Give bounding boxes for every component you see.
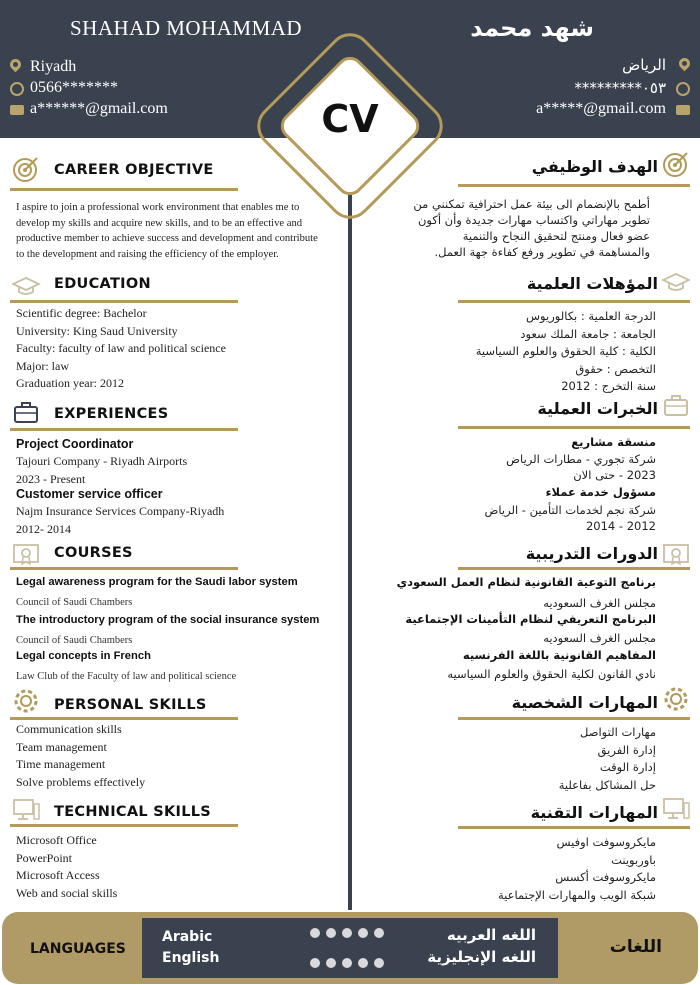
education-line: التخصص : حقوق (575, 361, 656, 376)
section-rule (10, 300, 238, 303)
skill-item: حل المشاكل بفاعلية (558, 777, 656, 792)
section-rule (10, 824, 238, 827)
center-divider (348, 175, 352, 910)
education-line: Scientific degree: Bachelor (16, 306, 147, 320)
level-dot (310, 958, 320, 968)
personal-skills-list-ar (356, 724, 656, 794)
section-title-personal-skills: PERSONAL SKILLS (54, 697, 207, 713)
job-dates: 2023 - حتى الان (573, 468, 656, 482)
course-title: Legal concepts in French (16, 650, 151, 662)
skill-item: Web and social skills (16, 885, 118, 900)
section-rule (10, 188, 238, 191)
education-line: الكلية : كلية الحقوق والعلوم السياسية (475, 344, 656, 358)
gear-icon (12, 687, 40, 715)
section-title-experiences: EXPERIENCES (54, 406, 169, 422)
cv-label: CV (321, 97, 379, 141)
education-line: الدرجة العلمية : بكالوريوس (526, 309, 656, 323)
skill-item: مايكروسوفت أكسس (555, 870, 656, 884)
objective-line: to the development and raising the efficiency of the employer. (16, 248, 279, 260)
skill-item: Communication skills (16, 722, 122, 736)
briefcase-icon (662, 391, 690, 419)
course-title: The introductory program of the social insurance system (16, 614, 320, 626)
section-title-personal-skills-ar: المهارات الشخصية (511, 693, 658, 712)
course-org: Council of Saudi Chambers (16, 635, 133, 646)
education-line: Faculty: faculty of law and political science (16, 341, 226, 355)
skill-item: Team management (16, 739, 107, 754)
target-icon (12, 155, 40, 183)
graduation-cap-icon (12, 272, 40, 300)
objective-text (16, 200, 342, 262)
objective-line: عضو فعال ومنتج لتحقيق النجاح والتنمية (462, 229, 650, 243)
email-icon (676, 105, 690, 115)
objective-line: تطوير مهاراتي واكتساب مهارات جديدة وأن أكون (417, 213, 650, 227)
briefcase-icon (12, 398, 40, 426)
course-org: مجلس الغرف السعوديه (543, 596, 656, 610)
job-title: Project Coordinator (16, 437, 134, 451)
language-level-dots (310, 928, 384, 938)
section-rule (458, 426, 690, 429)
language-name-ar: اللغه العربيه (446, 926, 536, 944)
course-title: برنامج التوعية القانونية لنظام العمل السعودي (396, 575, 656, 589)
education-line: Graduation year: 2012 (16, 376, 124, 390)
skill-item: مايكروسوفت اوفيس (556, 835, 656, 849)
section-rule (458, 184, 690, 187)
certificate-icon (12, 540, 40, 568)
course-org: مجلس الغرف السعوديه (543, 631, 656, 645)
section-rule (10, 567, 238, 570)
section-title-courses: COURSES (54, 545, 133, 561)
level-dot (358, 958, 368, 968)
job-title: مسؤول خدمة عملاء (545, 485, 656, 499)
job-company: Najm Insurance Services Company-Riyadh (16, 504, 225, 518)
objective-text-ar (350, 196, 650, 260)
phone-english: 0566******* (30, 79, 118, 96)
graduation-cap-icon (662, 268, 690, 296)
name-arabic: شهد محمد (470, 14, 594, 42)
certificate-icon (662, 540, 690, 568)
level-dot (342, 958, 352, 968)
technical-skills-list (16, 832, 342, 902)
job-dates: 2023 - Present (16, 472, 86, 486)
skill-item: إدارة الوقت (599, 760, 656, 774)
email-arabic: a*****@gmail.com (536, 100, 666, 117)
language-name: English (162, 950, 220, 966)
language-name: Arabic (162, 929, 213, 945)
education-list (16, 305, 342, 393)
skill-item: مهارات التواصل (580, 725, 656, 739)
education-line: University: King Saud University (16, 323, 178, 338)
email-icon (10, 105, 24, 115)
language-level-dots (310, 958, 384, 968)
section-title-objective: CAREER OBJECTIVE (54, 162, 214, 178)
job-company: شركة نجم لخدمات التأمين - الرياض (484, 503, 656, 517)
skill-item: باوربوينت (611, 852, 656, 867)
objective-line: I aspire to join a professional work environment that enables me to (16, 202, 300, 213)
section-rule (10, 717, 238, 720)
job-title: Customer service officer (16, 487, 163, 501)
phone-arabic: ٠٥٣********* (574, 79, 666, 97)
level-dot (374, 958, 384, 968)
name-english: SHAHAD MOHAMMAD (70, 16, 303, 40)
objective-line: productive member to achieve success and development and contribute (16, 233, 318, 244)
job-company: Tajouri Company - Riyadh Airports (16, 454, 188, 468)
section-rule (10, 428, 238, 431)
section-title-courses-ar: الدورات التدريبية (525, 544, 658, 563)
skill-item: إدارة الفريق (597, 742, 656, 757)
level-dot (358, 928, 368, 938)
objective-line: أطمح بالإنضمام الى بيئة عمل احترافية تمكنني من (413, 197, 650, 211)
skill-item: شبكة الويب والمهارات الإجتماعية (498, 887, 656, 902)
course-org: Council of Saudi Chambers (16, 597, 133, 608)
objective-line: develop my skills and acquire new skills, and to be an effective and (16, 217, 303, 229)
course-org: Law Club of the Faculty of law and political science (16, 671, 237, 682)
job-dates: 2012 - 2014 (585, 519, 656, 533)
job-company: شركة تجوري - مطارات الرياض (506, 452, 656, 466)
section-title-objective-ar: الهدف الوظيفي (531, 157, 658, 176)
section-title-education-ar: المؤهلات العلمية (526, 274, 658, 293)
course-org: نادي القانون لكلية الحقوق والعلوم السياسيه (447, 667, 656, 681)
languages-title: LANGUAGES (30, 941, 126, 957)
whatsapp-icon (10, 82, 24, 96)
email-english: a******@gmail.com (30, 100, 168, 117)
section-title-technical-skills-ar: المهارات التقنية (530, 803, 658, 822)
target-icon (662, 150, 690, 178)
section-rule (458, 717, 690, 720)
computer-icon (12, 796, 40, 824)
level-dot (342, 928, 352, 938)
education-line: الجامعة : جامعة الملك سعود (520, 326, 656, 341)
level-dot (310, 928, 320, 938)
city-arabic: الرياض (622, 56, 666, 74)
course-title: المفاهيم القانونية باللغة الفرنسيه (462, 648, 656, 662)
section-title-education: EDUCATION (54, 276, 151, 292)
section-title-experiences-ar: الخبرات العملية (537, 399, 658, 418)
education-line: Major: law (16, 358, 69, 373)
language-name-ar: اللغه الإنجليزية (427, 948, 536, 966)
languages-title-ar: اللغات (609, 937, 662, 957)
level-dot (326, 928, 336, 938)
section-rule (458, 567, 690, 570)
section-rule (458, 300, 690, 303)
skill-item: Microsoft Office (16, 833, 97, 847)
skill-item: Microsoft Access (16, 868, 100, 882)
level-dot (374, 928, 384, 938)
level-dot (326, 958, 336, 968)
city-english: Riyadh (30, 58, 77, 75)
skill-item: PowerPoint (16, 850, 73, 865)
gear-icon (662, 685, 690, 713)
technical-skills-list-ar (356, 834, 656, 904)
education-line: سنة التخرج : 2012 (561, 379, 656, 393)
skill-item: Solve problems effectively (16, 774, 146, 789)
course-title: Legal awareness program for the Saudi labor system (16, 576, 298, 588)
skill-item: Time management (16, 757, 106, 771)
job-title: منسقة مشاريع (571, 435, 656, 449)
job-dates: 2012- 2014 (16, 522, 71, 536)
whatsapp-icon (676, 82, 690, 96)
course-title: البرنامج التعريفي لنظام التأمينات الإجتماعية (405, 612, 656, 626)
computer-icon (662, 795, 690, 823)
personal-skills-list (16, 721, 342, 791)
section-title-technical-skills: TECHNICAL SKILLS (54, 804, 212, 820)
section-rule (458, 826, 690, 829)
objective-line: والمساهمة في تطوير ورفع كفاءة جهة العمل. (434, 245, 650, 259)
education-list-ar (356, 308, 656, 396)
